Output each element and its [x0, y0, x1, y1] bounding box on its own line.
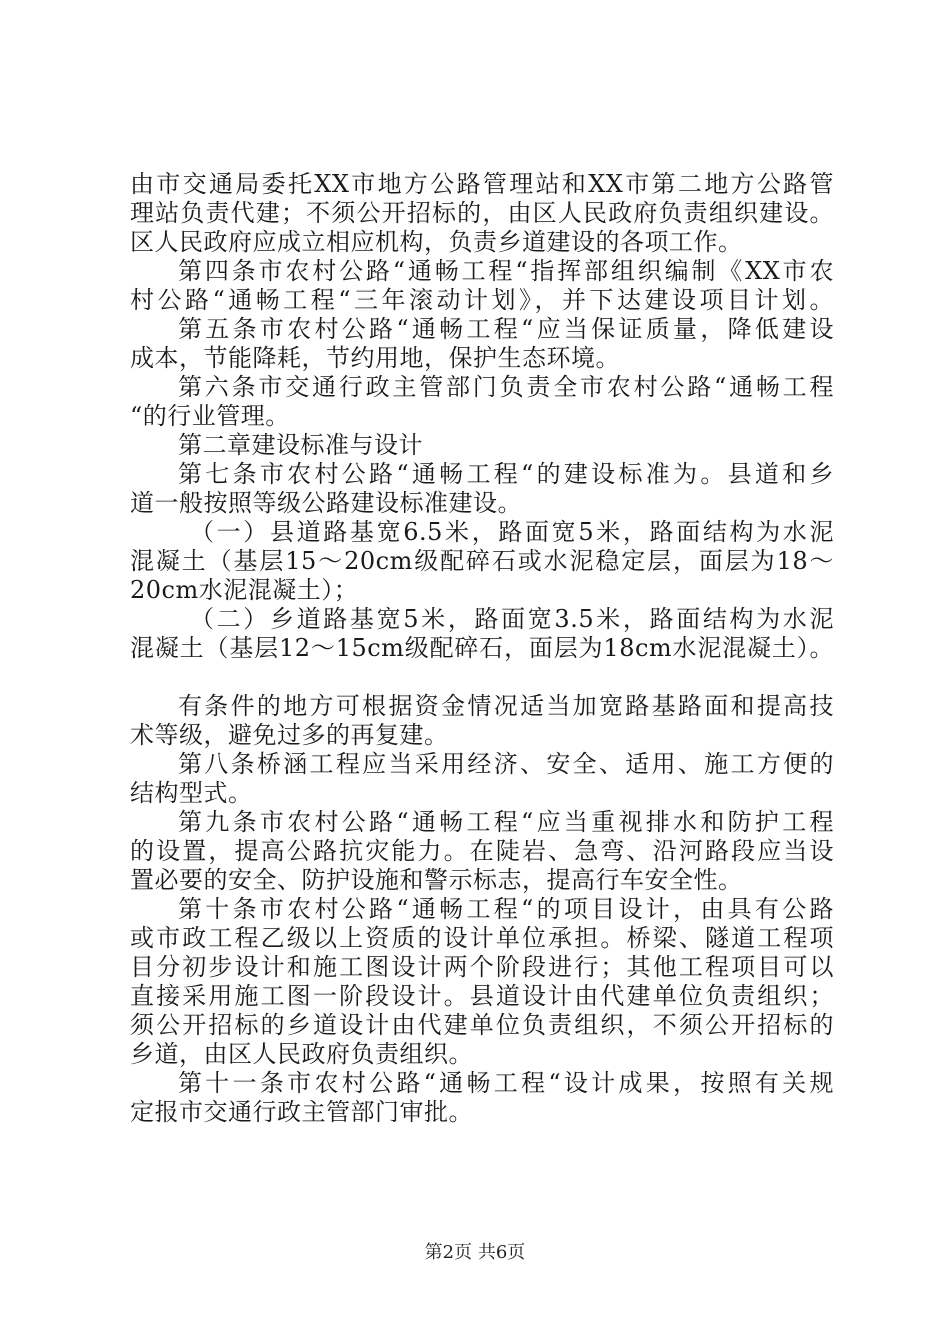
article-5-line: 第五条市农村公路“通畅工程“应当保证质量，降低建设	[178, 315, 834, 343]
text-line: 直接采用施工图一阶段设计。县道设计由代建单位负责组织；	[130, 982, 834, 1010]
article-6-line: 第六条市交通行政主管部门负责全市农村公路“通畅工程	[178, 373, 834, 401]
text-line: “的行业管理。	[130, 402, 290, 430]
text-line: 的设置，提高公路抗灾能力。在陡岩、急弯、沿河路段应当设	[130, 837, 834, 865]
chapter-heading: 第二章建设标准与设计	[178, 431, 423, 459]
article-8-line: 第八条桥涵工程应当采用经济、安全、适用、施工方便的	[178, 750, 834, 778]
text-line: 乡道，由区人民政府负责组织。	[130, 1040, 473, 1068]
text-line: 成本，节能降耗，节约用地，保护生态环境。	[130, 344, 620, 372]
text-line: 或市政工程乙级以上资质的设计单位承担。桥梁、隧道工程项	[130, 924, 834, 952]
text-line: 理站负责代建；不须公开招标的，由区人民政府负责组织建设。	[130, 199, 834, 227]
paragraph-gap	[130, 663, 834, 692]
text-line: 须公开招标的乡道设计由代建单位负责组织，不须公开招标的	[130, 1011, 834, 1039]
article-4-line: 第四条市农村公路“通畅工程“指挥部组织编制《XX市农	[178, 257, 834, 285]
article-7-line: 第七条市农村公路“通畅工程“的建设标准为。县道和乡	[178, 460, 834, 488]
page-number-footer: 第2页 共6页	[424, 1242, 526, 1263]
article-10-line: 第十条市农村公路“通畅工程“的项目设计，由具有公路	[178, 895, 834, 923]
text-line: 村公路“通畅工程“三年滚动计划》，并下达建设项目计划。	[130, 286, 834, 314]
text-line: 由市交通局委托XX市地方公路管理站和XX市第二地方公路管	[130, 170, 834, 198]
document-body	[130, 170, 834, 1127]
text-line: 置必要的安全、防护设施和警示标志，提高行车安全性。	[130, 866, 743, 894]
text-line: 术等级，避免过多的再复建。	[130, 721, 449, 749]
clause-1-line: （一）县道路基宽6.5米，路面宽5米，路面结构为水泥	[190, 518, 834, 546]
text-line: 混凝土（基层12～15cm级配碎石，面层为18cm水泥混凝土）。	[130, 634, 834, 662]
text-line: 定报市交通行政主管部门审批。	[130, 1098, 473, 1126]
text-line: 道一般按照等级公路建设标准建设。	[130, 489, 522, 517]
text-line: 区人民政府应成立相应机构，负责乡道建设的各项工作。	[130, 228, 743, 256]
text-line: 结构型式。	[130, 779, 253, 807]
article-11-line: 第十一条市农村公路“通畅工程“设计成果，按照有关规	[178, 1069, 834, 1097]
paragraph-line: 有条件的地方可根据资金情况适当加宽路基路面和提高技	[178, 692, 834, 720]
text-line: 目分初步设计和施工图设计两个阶段进行；其他工程项目可以	[130, 953, 834, 981]
article-9-line: 第九条市农村公路“通畅工程“应当重视排水和防护工程	[178, 808, 834, 836]
text-line: 混凝土（基层15～20cm级配碎石或水泥稳定层，面层为18～	[130, 547, 834, 575]
clause-2-line: （二）乡道路基宽5米，路面宽3.5米，路面结构为水泥	[190, 605, 834, 633]
text-line: 20cm水泥混凝土）；	[130, 576, 359, 604]
